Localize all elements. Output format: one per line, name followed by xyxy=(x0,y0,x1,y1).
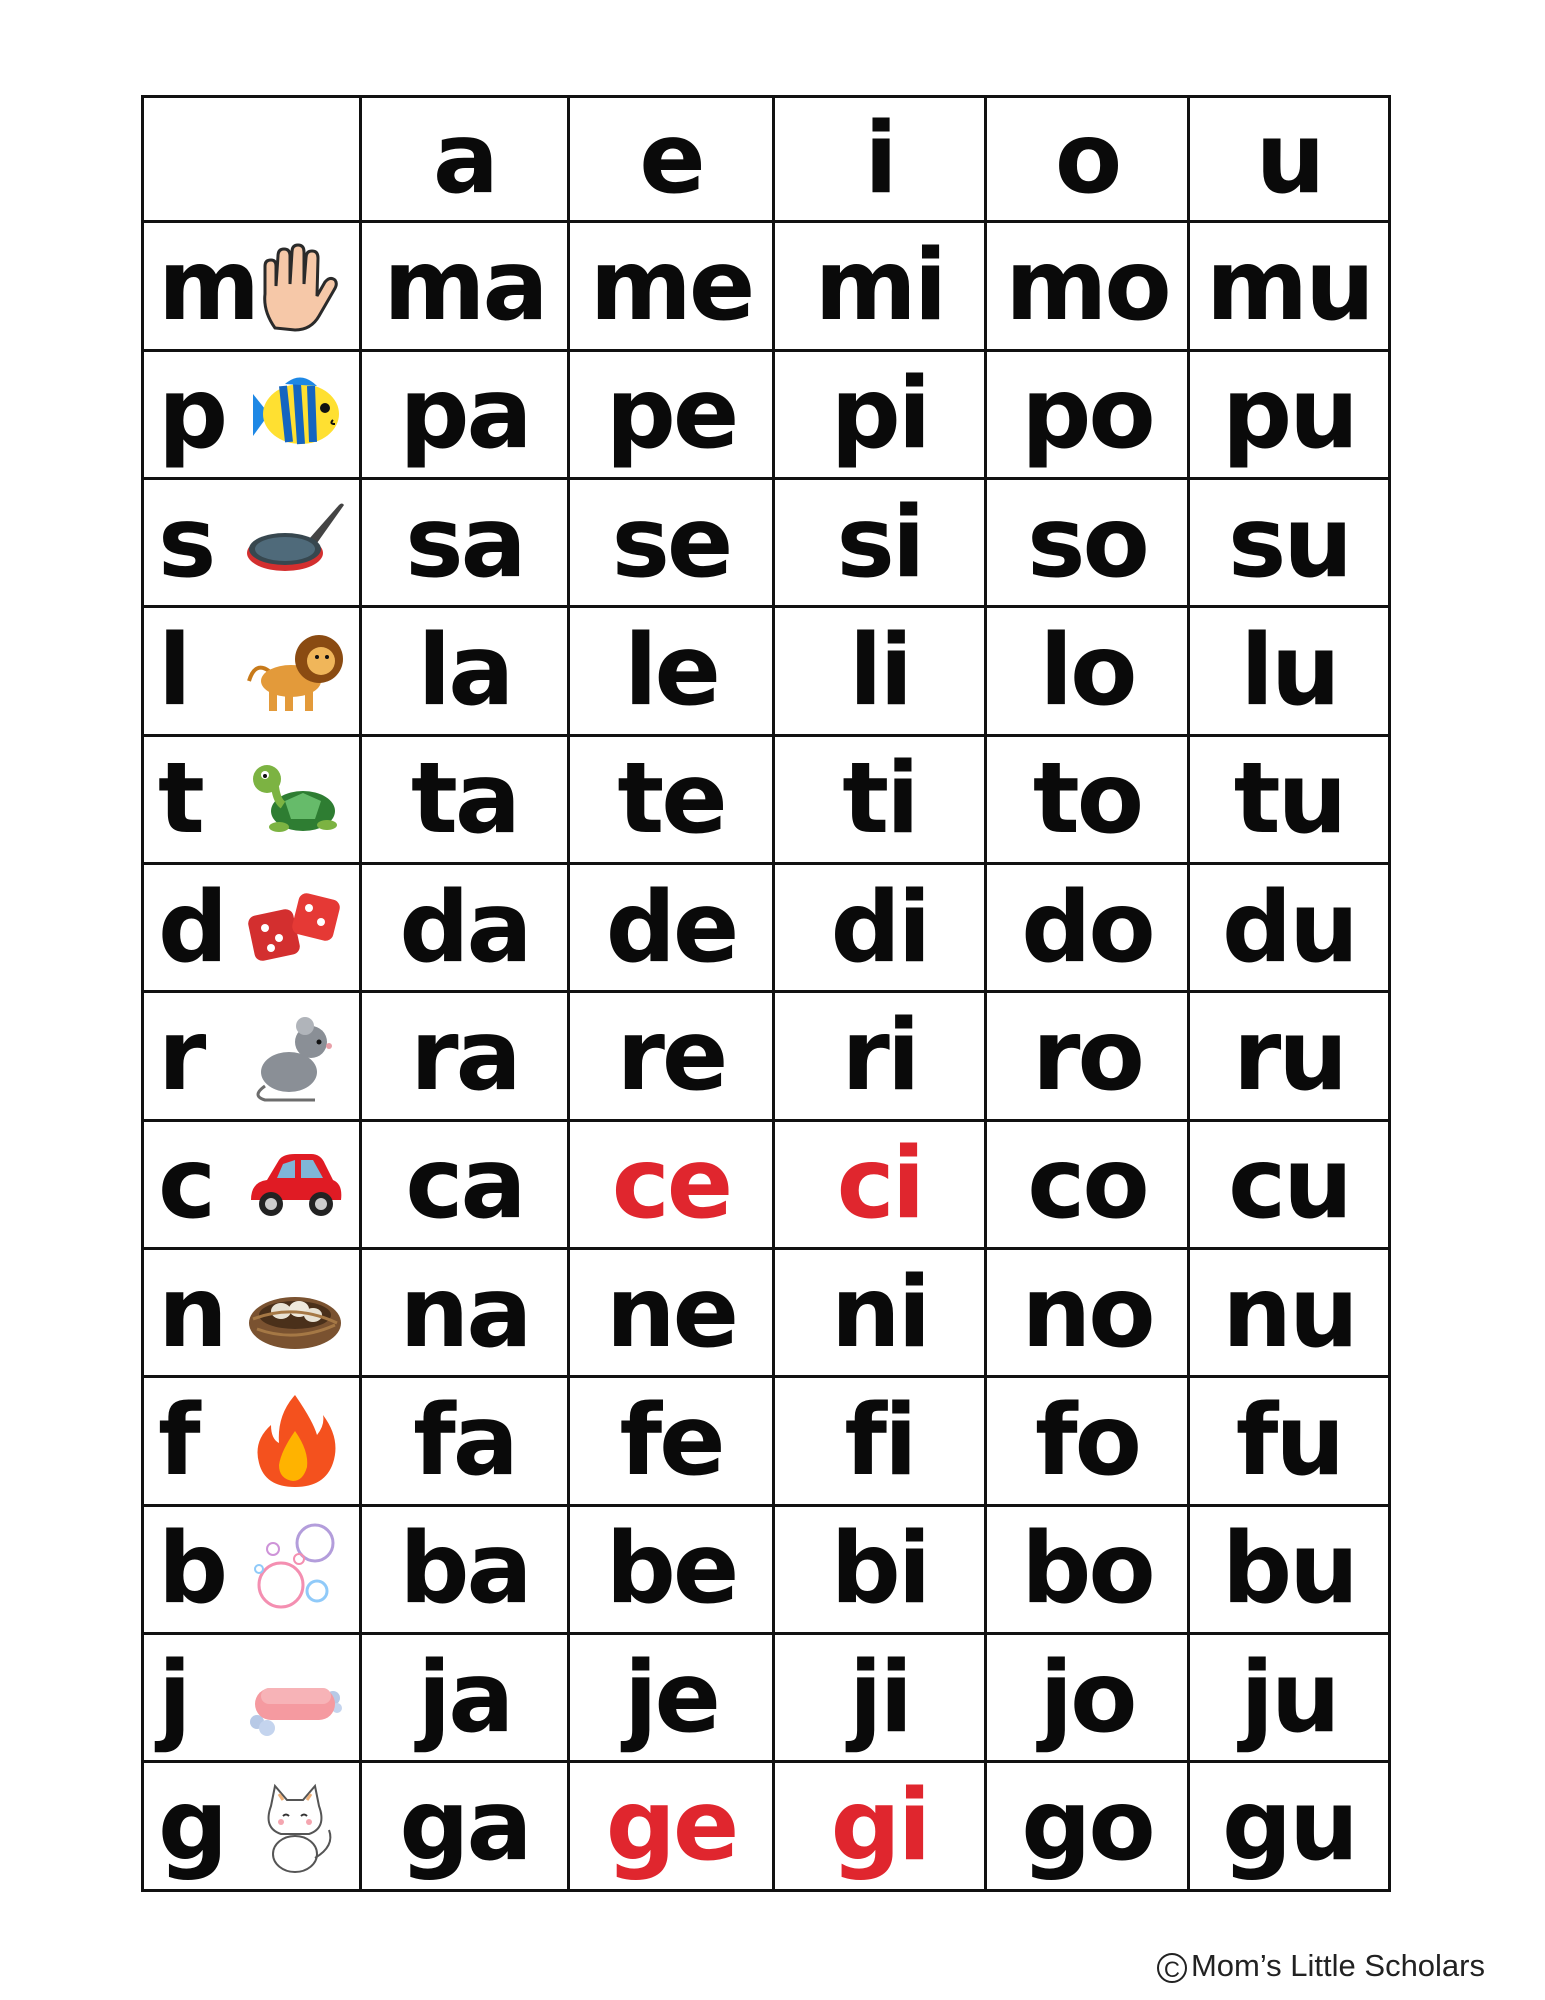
syllable-cell-ro: ro xyxy=(986,992,1189,1120)
syllable-chart xyxy=(141,95,1391,1892)
syllable-cell-ji: ji xyxy=(774,1634,986,1762)
consonant-row-j xyxy=(143,1634,1390,1762)
syllable-cell-go: go xyxy=(986,1762,1189,1891)
consonant-cell-r xyxy=(143,992,361,1120)
vowel-header-o: o xyxy=(986,97,1189,222)
syllable-cell-na: na xyxy=(361,1249,569,1377)
lion-icon xyxy=(239,621,351,721)
syllable-cell-do: do xyxy=(986,864,1189,992)
syllable-cell-ma: ma xyxy=(361,222,569,350)
vowel-header-i: i xyxy=(774,97,986,222)
syllable-cell-du: du xyxy=(1189,864,1390,992)
syllable-cell-gu: gu xyxy=(1189,1762,1390,1891)
consonant-cell-p xyxy=(143,350,361,478)
copyright-notice xyxy=(1157,1948,1485,1984)
consonant-cell-l xyxy=(143,607,361,735)
bubbles-icon xyxy=(239,1519,351,1619)
syllable-cell-fe: fe xyxy=(569,1377,774,1505)
syllable-cell-sa: sa xyxy=(361,479,569,607)
syllable-cell-ga: ga xyxy=(361,1762,569,1891)
syllable-cell-so: so xyxy=(986,479,1189,607)
consonant-cell-n xyxy=(143,1249,361,1377)
syllable-cell-se: se xyxy=(569,479,774,607)
consonant-row-l xyxy=(143,607,1390,735)
consonant-cell-c xyxy=(143,1120,361,1248)
pan-icon xyxy=(239,493,351,593)
syllable-cell-fa: fa xyxy=(361,1377,569,1505)
syllable-cell-le: le xyxy=(569,607,774,735)
syllable-cell-da: da xyxy=(361,864,569,992)
syllable-cell-ge: ge xyxy=(569,1762,774,1891)
syllable-cell-la: la xyxy=(361,607,569,735)
consonant-cell-j xyxy=(143,1634,361,1762)
syllable-cell-lo: lo xyxy=(986,607,1189,735)
syllable-cell-ta: ta xyxy=(361,735,569,863)
consonant-row-n xyxy=(143,1249,1390,1377)
consonant-cell-f xyxy=(143,1377,361,1505)
car-icon xyxy=(239,1134,351,1234)
dice-icon xyxy=(239,878,351,978)
syllable-cell-ja: ja xyxy=(361,1634,569,1762)
syllable-cell-to: to xyxy=(986,735,1189,863)
soap-icon xyxy=(239,1648,351,1748)
corner-cell xyxy=(143,97,361,222)
syllable-cell-ba: ba xyxy=(361,1505,569,1633)
syllable-cell-fi: fi xyxy=(774,1377,986,1505)
syllable-cell-fo: fo xyxy=(986,1377,1189,1505)
syllable-cell-si: si xyxy=(774,479,986,607)
fire-icon xyxy=(239,1391,351,1491)
syllable-cell-li: li xyxy=(774,607,986,735)
syllable-cell-mu: mu xyxy=(1189,222,1390,350)
consonant-cell-t xyxy=(143,735,361,863)
syllable-cell-di: di xyxy=(774,864,986,992)
consonant-row-f xyxy=(143,1377,1390,1505)
syllable-cell-me: me xyxy=(569,222,774,350)
mouse-icon xyxy=(239,1006,351,1106)
consonant-letter: j xyxy=(158,1640,189,1755)
consonant-letter: f xyxy=(158,1384,198,1499)
consonant-row-m xyxy=(143,222,1390,350)
consonant-letter: l xyxy=(158,614,189,729)
syllable-cell-bu: bu xyxy=(1189,1505,1390,1633)
syllable-cell-ra: ra xyxy=(361,992,569,1120)
consonant-letter: r xyxy=(158,999,204,1114)
consonant-letter: p xyxy=(158,357,226,472)
syllable-cell-bo: bo xyxy=(986,1505,1189,1633)
syllable-cell-tu: tu xyxy=(1189,735,1390,863)
fish-icon xyxy=(239,364,351,464)
syllable-cell-fu: fu xyxy=(1189,1377,1390,1505)
consonant-row-s xyxy=(143,479,1390,607)
syllable-cell-de: de xyxy=(569,864,774,992)
syllable-cell-jo: jo xyxy=(986,1634,1189,1762)
syllable-cell-pa: pa xyxy=(361,350,569,478)
consonant-row-p xyxy=(143,350,1390,478)
consonant-letter: m xyxy=(158,229,258,344)
consonant-letter: n xyxy=(158,1255,225,1370)
syllable-cell-ri: ri xyxy=(774,992,986,1120)
syllable-cell-nu: nu xyxy=(1189,1249,1390,1377)
syllable-cell-lu: lu xyxy=(1189,607,1390,735)
consonant-row-g xyxy=(143,1762,1390,1891)
consonant-letter: b xyxy=(158,1512,226,1627)
syllable-cell-ti: ti xyxy=(774,735,986,863)
syllable-cell-ru: ru xyxy=(1189,992,1390,1120)
consonant-row-d xyxy=(143,864,1390,992)
syllable-cell-po: po xyxy=(986,350,1189,478)
consonant-cell-d xyxy=(143,864,361,992)
syllable-cell-pe: pe xyxy=(569,350,774,478)
copyright-text: Mom’s Little Scholars xyxy=(1190,1948,1485,1983)
syllable-cell-pi: pi xyxy=(774,350,986,478)
syllable-cell-co: co xyxy=(986,1120,1189,1248)
consonant-letter: c xyxy=(158,1127,214,1242)
syllable-cell-mi: mi xyxy=(774,222,986,350)
syllable-cell-ju: ju xyxy=(1189,1634,1390,1762)
syllable-cell-je: je xyxy=(569,1634,774,1762)
syllable-cell-be: be xyxy=(569,1505,774,1633)
consonant-cell-m xyxy=(143,222,361,350)
syllable-cell-re: re xyxy=(569,992,774,1120)
consonant-letter: s xyxy=(158,485,214,600)
syllable-cell-su: su xyxy=(1189,479,1390,607)
consonant-row-t xyxy=(143,735,1390,863)
vowel-header-a: a xyxy=(361,97,569,222)
syllable-cell-mo: mo xyxy=(986,222,1189,350)
syllable-cell-no: no xyxy=(986,1249,1189,1377)
consonant-cell-s xyxy=(143,479,361,607)
syllable-cell-cu: cu xyxy=(1189,1120,1390,1248)
vowel-header-e: e xyxy=(569,97,774,222)
consonant-cell-g xyxy=(143,1762,361,1891)
consonant-row-c xyxy=(143,1120,1390,1248)
syllable-cell-te: te xyxy=(569,735,774,863)
syllable-cell-ci: ci xyxy=(774,1120,986,1248)
syllable-cell-bi: bi xyxy=(774,1505,986,1633)
consonant-letter: d xyxy=(158,870,226,985)
syllable-cell-ni: ni xyxy=(774,1249,986,1377)
vowel-header-row xyxy=(143,97,1390,222)
turtle-icon xyxy=(239,749,351,849)
syllable-cell-ce: ce xyxy=(569,1120,774,1248)
syllable-cell-gi: gi xyxy=(774,1762,986,1891)
consonant-cell-b xyxy=(143,1505,361,1633)
cat-icon xyxy=(239,1776,351,1876)
copyright-icon: C xyxy=(1157,1953,1187,1983)
consonant-row-r xyxy=(143,992,1390,1120)
consonant-row-b xyxy=(143,1505,1390,1633)
hand-icon xyxy=(239,236,351,336)
consonant-letter: t xyxy=(158,742,202,857)
consonant-letter: g xyxy=(158,1769,226,1884)
syllable-cell-ne: ne xyxy=(569,1249,774,1377)
syllable-cell-ca: ca xyxy=(361,1120,569,1248)
syllable-cell-pu: pu xyxy=(1189,350,1390,478)
vowel-header-u: u xyxy=(1189,97,1390,222)
nest-icon xyxy=(239,1263,351,1363)
